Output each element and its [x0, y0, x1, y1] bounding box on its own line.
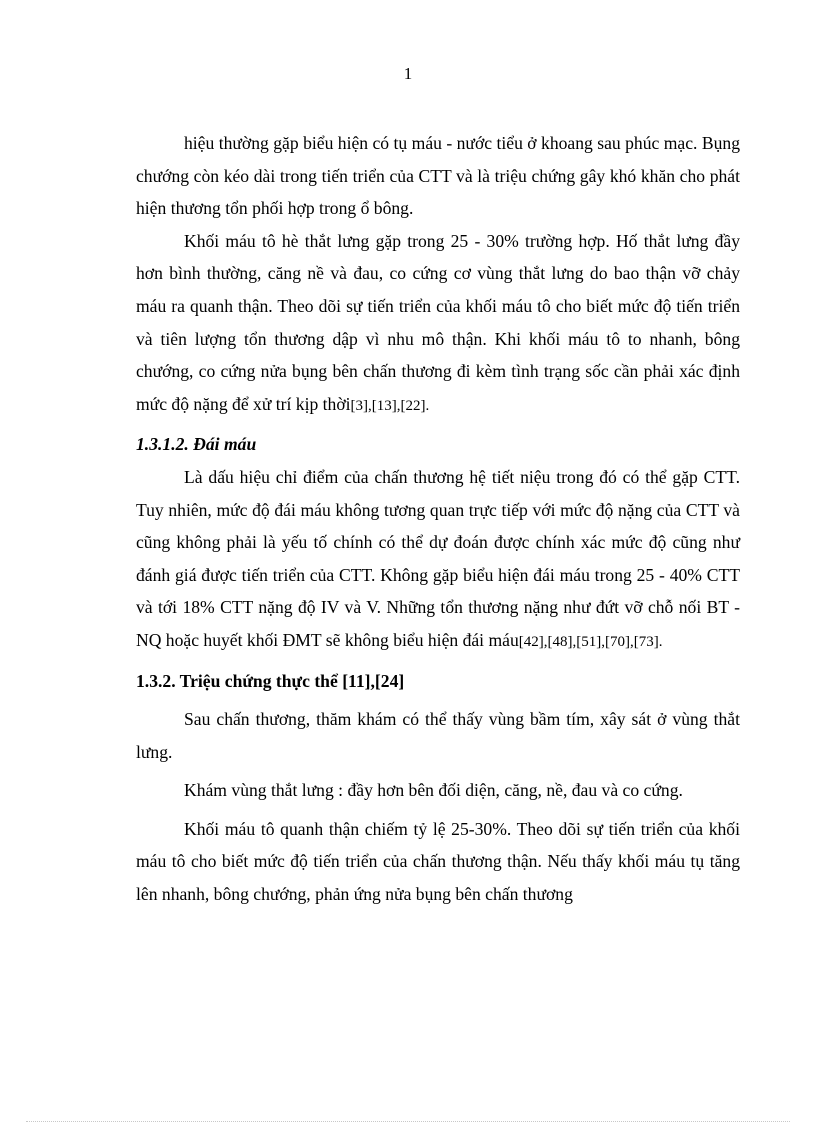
- citation-refs: [3],[13],[22].: [350, 397, 430, 414]
- paragraph-lumbar-exam: Khám vùng thắt lưng : đầy hơn bên đối diện, căng, nề, đau và co cứng.: [184, 780, 683, 801]
- heading-text: 1.3.2. Triệu chứng thực thể: [136, 670, 338, 691]
- paragraph-text: Khối máu tô hè thắt lưng gặp trong 25 - 30% trường hợp. Hố thắt lưng đầy hơn bình thường, căng nề và đau, co cứng cơ vùng thắt lưng do bao thận vỡ chảy máu ra quanh thận. Theo dõi sự tiến triển của khối máu tô cho biết mức độ tiến triển và tiên lượng tổn thương dập vì nhu mô thận. Khi khối máu tô to nhanh, bông chướng, co cứng nửa bụng bên chấn thương đi kèm tình trạng sốc cần phải xác định mức độ nặng để xử trí kịp thời: [136, 230, 740, 414]
- section-heading-hematuria: 1.3.1.2. Đái máu: [136, 434, 257, 455]
- page-bottom-divider: [26, 1121, 790, 1122]
- paragraph-text: Là dấu hiệu chỉ điểm của chấn thương hệ tiết niệu trong đó có thể gặp CTT. Tuy nhiên, mức độ đái máu không tương quan trực tiếp với mức độ nặng của CTT và cũng không phải là yếu tố chính có thể dự đoán được chính xác mức độ cũng như đánh giá được tiến triển của CTT. Không gặp biểu hiện đái máu trong 25 - 40% CTT và tới 18% CTT nặng độ IV và V. Những tổn thương nặng như đứt vỡ chỗ nối BT - NQ hoặc huyết khối ĐMT sẽ không biểu hiện đái máu: [136, 466, 740, 650]
- document-body: [136, 127, 740, 911]
- paragraph-perirenal-hematoma: Khối máu tô quanh thận chiếm tỷ lệ 25-30%. Theo dõi sự tiến triển của khối máu tô cho biết mức độ tiến triển của chấn thương thận. Nếu thấy khối máu tụ tăng lên nhanh, bông chướng, phản ứng nửa bụng bên chấn thương: [136, 818, 740, 905]
- paragraph-lumbar-hematoma: [136, 225, 740, 423]
- paragraph-hematuria: [136, 461, 740, 659]
- page-number: 1: [403, 64, 413, 83]
- section-heading-physical-symptoms: [136, 665, 740, 698]
- citation-refs: [42],[48],[51],[70],[73].: [518, 633, 663, 650]
- citation-refs: [11],[24]: [342, 670, 405, 691]
- paragraph-bruising: Sau chấn thương, thăm khám có thể thấy vùng bầm tím, xây sát ở vùng thắt lưng.: [136, 709, 740, 762]
- paragraph-abdominal-distension: hiệu thường gặp biểu hiện có tụ máu - nước tiểu ở khoang sau phúc mạc. Bụng chướng còn kéo dài trong tiến triển của CTT và là triệu chứng gây khó khăn cho phát hiện thương tổn phối hợp trong ổ bông.: [136, 133, 740, 219]
